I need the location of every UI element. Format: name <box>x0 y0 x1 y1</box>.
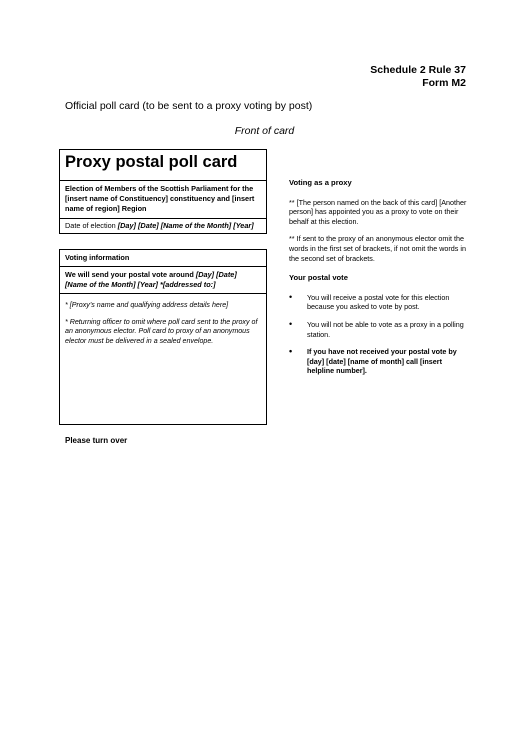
card-title: Proxy postal poll card <box>60 150 266 181</box>
proxy-paragraph-1: ** [The person named on the back of this card] [Another person] has appointed you as a proxy to vote on their behalf at this election. <box>289 197 467 226</box>
poll-card-voting-info <box>59 249 267 425</box>
schedule-rule: Schedule 2 Rule 37 <box>370 64 466 76</box>
voting-info-heading: Voting information <box>60 250 266 267</box>
date-prefix: Date of election <box>65 221 118 230</box>
postal-vote-bullets <box>289 293 469 376</box>
election-description: Election of Members of the Scottish Parliament for the [insert name of Constituency] constituency and [insert name of region] Region <box>60 181 266 219</box>
bullet-item: • You will not be able to vote as a proxy in a polling station. <box>289 320 469 339</box>
your-postal-vote-heading: Your postal vote <box>289 273 348 283</box>
poll-card-top <box>59 149 267 234</box>
send-postal-vote <box>60 267 266 294</box>
proxy-paragraph-2: ** If sent to the proxy of an anonymous elector omit the words in the first set of brackets, if not omit the words in the second set of brackets. <box>289 234 466 263</box>
intro-text: Official poll card (to be sent to a proxy voting by post) <box>65 100 313 112</box>
schedule-header <box>370 64 466 90</box>
bullet-item: • You will receive a postal vote for this election because you asked to vote by post. <box>289 293 469 312</box>
send-value: [Day] [Date] [Name of the Month] [Year] *[addressed to:] <box>65 270 237 289</box>
send-prefix: We will send your postal vote around <box>65 270 196 279</box>
please-turn-over: Please turn over <box>65 436 128 445</box>
returning-officer-note: * Returning officer to omit where poll card sent to the proxy of an anonymous elector. Poll card to proxy of an anonymous elector must be delivered in a sealed envelope. <box>65 317 258 345</box>
voting-as-proxy-heading: Voting as a proxy <box>289 178 352 187</box>
election-date <box>60 219 266 233</box>
right-column <box>289 178 469 384</box>
front-of-card-label: Front of card <box>234 125 295 137</box>
proxy-address-note: * [Proxy’s name and qualifying address details here] <box>65 301 229 309</box>
bullet-item: • If you have not received your postal vote by [day] [date] [name of month] call [insert helpline number]. <box>289 347 469 376</box>
form-number: Form M2 <box>422 77 466 89</box>
date-value: [Day] [Date] [Name of the Month] [Year] <box>117 221 254 230</box>
